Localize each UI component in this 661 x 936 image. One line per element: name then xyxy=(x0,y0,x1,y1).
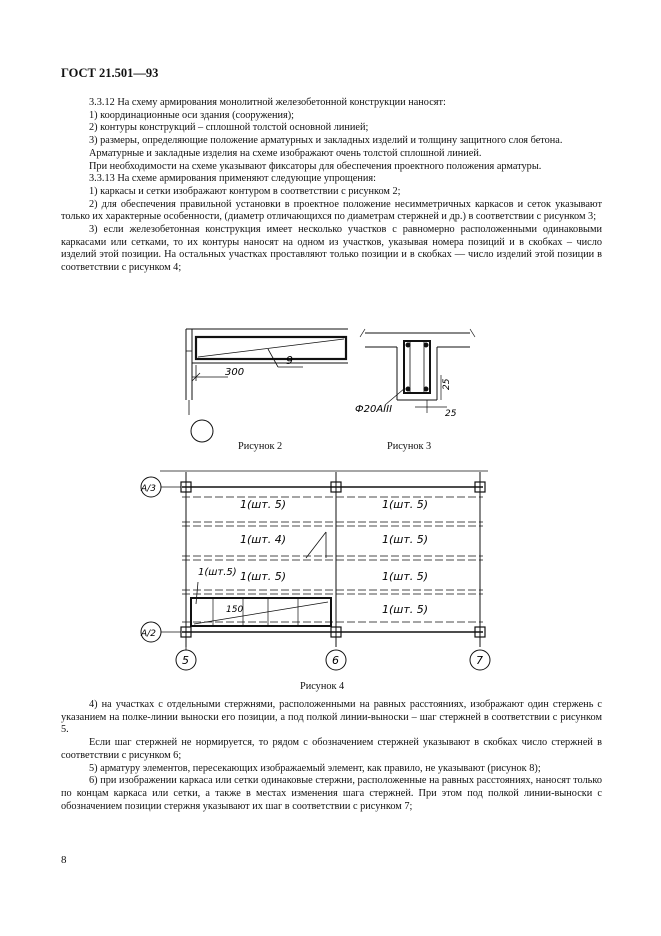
page-header: ГОСТ 21.501—93 xyxy=(61,66,159,80)
dimension-label: 25 xyxy=(445,409,457,419)
paragraph: При необходимости на схеме указывают фиксаторы для обеспечения проектного положения арматуры. xyxy=(89,160,542,172)
paragraph: Если шаг стержней не нормируется, то рядом с обозначением стержней указывают в скобках число стержней в соответствии с рисунком 6; xyxy=(61,737,602,761)
page-number: 8 xyxy=(61,854,67,866)
rebar-label: Ф20АIII xyxy=(355,404,393,415)
region-label: 1(шт. 5) xyxy=(240,498,287,511)
figure-4-drawing xyxy=(138,462,513,684)
figure-3-drawing xyxy=(355,325,480,425)
figure-2-caption: Рисунок 2 xyxy=(238,441,283,452)
paragraph: 2) контуры конструкций – сплошной толстой основной линией; xyxy=(89,122,369,134)
figure-3-caption: Рисунок 3 xyxy=(387,441,432,452)
region-label: 1(шт. 5) xyxy=(382,533,429,546)
axis-label: 7 xyxy=(476,654,483,667)
paragraph: 3.3.13 На схеме армирования применяют следующие упрощения: xyxy=(89,173,376,185)
region-label: 1(шт. 4) xyxy=(240,533,287,546)
text-block-bottom xyxy=(61,699,602,813)
region-label: 1(шт. 5) xyxy=(382,570,429,583)
paragraph: 2) для обеспечения правильной установки в проектное положение несимметричных каркасов и сеток указывают только их характерные особенности, (диаметр отличающихся по диаметрам стержней и др.) в соответствии с рисунком 3; xyxy=(61,198,602,223)
axis-label: 6 xyxy=(332,654,339,667)
region-label: 1(шт. 5) xyxy=(382,498,429,511)
paragraph: 4) на участках с отдельными стержнями, расположенными на равных расстояниях, изображают один стержень с указанием на полке-линии выноски его позиции, а под полкой линии-выноски – шаг стержней в соответствии с рисунком 5. xyxy=(61,699,602,736)
paragraph: 3) размеры, определяющие положение арматурных и закладных изделий и толщину защитного слоя бетона. xyxy=(89,135,563,147)
paragraph: 3) если железобетонная конструкция имеет несколько участков с равномерно расположенными одинаковыми каркасами или сетками, то их контуры наносят на одном из участков, указывая номера позиций и в скобках – число изделий этой позиции. На остальных участках проставляют только позиции и в скобках — число изделий этой позиции в соответствии с рисунком 4; xyxy=(61,224,602,274)
leader-line xyxy=(385,388,405,405)
axis-label-top: A/3 xyxy=(141,484,156,494)
axis-label-bottom: A/2 xyxy=(141,629,156,639)
region-label: 1(шт. 5) xyxy=(240,570,287,583)
leader-label: 1(шт.5) xyxy=(198,567,237,578)
paragraph: 1) каркасы и сетки изображают контуром в соответствии с рисунком 2; xyxy=(89,185,401,197)
paragraph: 5) арматуру элементов, пересекающих изображаемый элемент, как правило, не указывают (рисунок 8); xyxy=(89,762,541,774)
axis-label: 5 xyxy=(182,654,189,667)
axis-marker xyxy=(191,420,213,442)
position-label: 9 xyxy=(286,354,293,367)
paragraph: 1) координационные оси здания (сооружения); xyxy=(89,109,295,121)
paragraph: 6) при изображении каркаса или сетки одинаковые стержни, расположенные на равных расстояниях, наносят только по концам каркаса или сетки, а также в местах изменения шага стержней. При этом под полкой линии-выноски с обозначением позиции стержня указывают их шаг в соответствии с рисунком 7; xyxy=(61,775,602,812)
paragraph: 3.3.12 На схему армирования монолитной железобетонной конструкции наносят: xyxy=(89,97,446,108)
dimension-label: 25 xyxy=(442,378,452,390)
dimension-label: 300 xyxy=(225,367,245,378)
figure-4-caption: Рисунок 4 xyxy=(300,681,345,692)
text-block-top xyxy=(61,97,602,275)
dimension-label: 150 xyxy=(226,605,244,615)
region-label: 1(шт. 5) xyxy=(382,603,429,616)
frame-section xyxy=(404,341,430,393)
leader-line xyxy=(196,582,198,604)
paragraph: Арматурные и закладные изделия на схеме изображают очень толстой сплошной линией. xyxy=(89,147,482,159)
figure-2-drawing xyxy=(178,325,348,445)
